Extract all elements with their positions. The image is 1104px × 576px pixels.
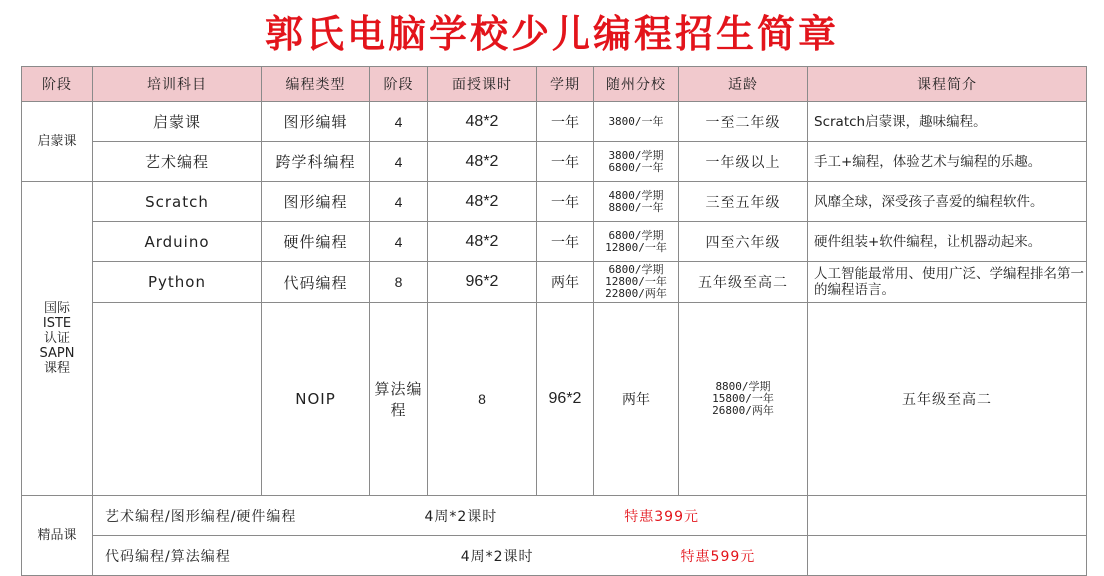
fee-line: 6800/学期 (608, 228, 664, 242)
phase-premium: 精品课 (22, 496, 93, 576)
phase-enlightenment: 启蒙课 (22, 102, 93, 182)
header-term: 学期 (537, 67, 594, 102)
fee-line: 12800/一年 (605, 240, 667, 254)
phase-line: 国际 (43, 301, 70, 316)
course-type: 图形编辑 (262, 102, 370, 142)
bundle-intro-blank (808, 496, 1087, 536)
course-stage: 4 (370, 142, 428, 182)
course-stage: 4 (370, 222, 428, 262)
course-hours: 48*2 (428, 222, 537, 262)
course-age: 三至五年级 (679, 182, 808, 222)
phase-international (22, 182, 93, 496)
course-subject: Python (93, 262, 262, 303)
fee-line: 4800/学期 (608, 188, 664, 202)
header-row (22, 67, 1087, 102)
fee-line: 3800/学期 (608, 148, 664, 162)
enrollment-table (21, 66, 1087, 576)
course-subject: 艺术编程 (93, 142, 262, 182)
course-age: 一年级以上 (679, 142, 808, 182)
header-branch-fee: 随州分校 (594, 67, 679, 102)
course-intro: Scratch启蒙课，趣味编程。 (808, 102, 1087, 142)
header-intro: 课程简介 (808, 67, 1087, 102)
fee-line: 6800/学期 (608, 263, 664, 276)
header-age: 适龄 (679, 67, 808, 102)
course-fee (679, 303, 808, 496)
table-row (22, 222, 1087, 262)
table-row (22, 182, 1087, 222)
fee-line: 6800/一年 (608, 160, 664, 174)
course-intro: 硬件组装+软件编程，让机器动起来。 (808, 222, 1087, 262)
fee-line: 12800/一年 (605, 275, 667, 288)
course-intro: 人工智能最常用、使用广泛、学编程排名第一的编程语言。 (808, 262, 1087, 303)
course-term: 一年 (537, 102, 594, 142)
course-type: 跨学科编程 (262, 142, 370, 182)
course-subject: NOIP (262, 303, 370, 496)
course-term: 一年 (537, 142, 594, 182)
course-age: 五年级至高二 (808, 303, 1087, 496)
bundle-cell (93, 536, 808, 576)
course-hours: 96*2 (537, 303, 594, 496)
bundle-hours: 4周*2课时 (460, 548, 534, 565)
bundle-price: 特惠599元 (680, 548, 756, 565)
header-stage: 阶段 (370, 67, 428, 102)
course-stage: 4 (370, 102, 428, 142)
phase-line: 认证 (43, 331, 70, 346)
course-stage: 8 (370, 262, 428, 303)
course-stage: 4 (370, 182, 428, 222)
course-fee (594, 262, 679, 303)
course-age: 四至六年级 (679, 222, 808, 262)
bundle-row (22, 536, 1087, 576)
page-title: 郭氏电脑学校少儿编程招生简章 (264, 11, 839, 56)
table-row (22, 102, 1087, 142)
header-hours: 面授课时 (428, 67, 537, 102)
table-row (22, 262, 1087, 303)
course-type: 图形编程 (262, 182, 370, 222)
fee-line: 22800/两年 (605, 287, 667, 300)
header-type: 编程类型 (262, 67, 370, 102)
course-age: 一至二年级 (679, 102, 808, 142)
course-subject: Arduino (93, 222, 262, 262)
course-type: 代码编程 (262, 262, 370, 303)
phase-line: 课程 (43, 361, 70, 376)
bundle-row (22, 496, 1087, 536)
fee-line: 15800/一年 (712, 392, 774, 405)
course-type: 算法编程 (370, 303, 428, 496)
course-hours: 48*2 (428, 142, 537, 182)
bundle-name: 艺术编程/图形编程/硬件编程 (105, 508, 297, 525)
header-subject: 培训科目 (93, 67, 262, 102)
course-fee (594, 182, 679, 222)
fee-line: 8800/一年 (608, 200, 664, 214)
course-subject: Scratch (93, 182, 262, 222)
phase-blank (93, 303, 262, 496)
course-term: 两年 (537, 262, 594, 303)
bundle-hours: 4周*2课时 (424, 508, 498, 525)
course-stage: 8 (428, 303, 537, 496)
course-fee (594, 102, 679, 142)
table-row (22, 303, 1087, 496)
phase-line: ISTE (42, 316, 72, 331)
course-term: 两年 (594, 303, 679, 496)
bundle-price: 特惠399元 (624, 508, 699, 525)
bundle-name: 代码编程/算法编程 (105, 548, 231, 565)
fee-line: 3800/一年 (608, 114, 664, 128)
course-term: 一年 (537, 182, 594, 222)
bundle-cell (93, 496, 808, 536)
fee-line: 26800/两年 (712, 404, 774, 417)
fee-line: 8800/学期 (715, 380, 771, 393)
course-type: 硬件编程 (262, 222, 370, 262)
course-fee (594, 222, 679, 262)
course-hours: 48*2 (428, 102, 537, 142)
phase-line: SAPN (39, 346, 75, 361)
course-age: 五年级至高二 (679, 262, 808, 303)
bundle-intro-blank (808, 536, 1087, 576)
course-hours: 96*2 (428, 262, 537, 303)
course-hours: 48*2 (428, 182, 537, 222)
course-fee (594, 142, 679, 182)
course-intro: 手工+编程，体验艺术与编程的乐趣。 (808, 142, 1087, 182)
course-subject: 启蒙课 (93, 102, 262, 142)
course-term: 一年 (537, 222, 594, 262)
header-phase: 阶段 (22, 67, 93, 102)
table-row (22, 142, 1087, 182)
course-intro: 风靡全球，深受孩子喜爱的编程软件。 (808, 182, 1087, 222)
